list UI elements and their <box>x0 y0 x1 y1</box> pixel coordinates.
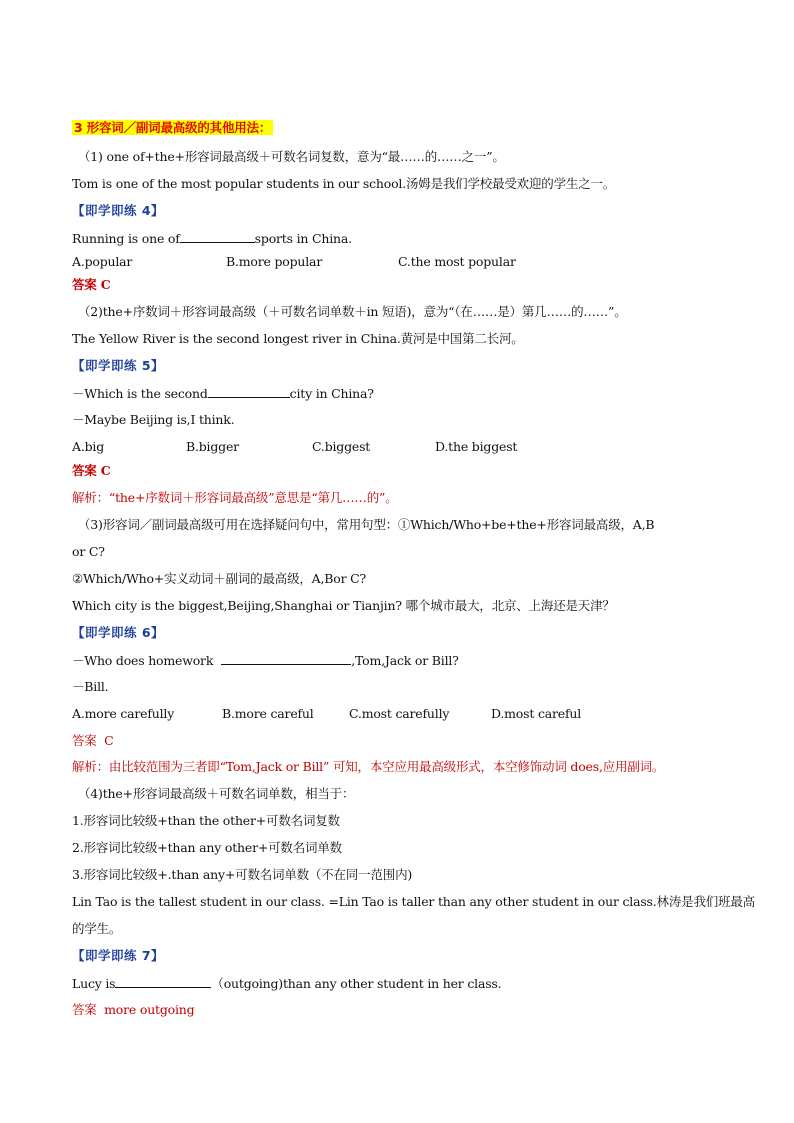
rule-4-item-3: 3.形容词比较级+.than any+可数名词单数（不在同一范围内) <box>72 867 413 882</box>
option-c[interactable]: C.biggest <box>312 439 371 454</box>
answer-blank[interactable] <box>180 229 255 243</box>
rule-3-line-3: ②Which/Who+实义动词＋副词的最高级，A,Bor C? <box>72 571 366 586</box>
section-heading: 3 形容词／副词最高级的其他用法： <box>74 120 272 135</box>
option-d[interactable]: D.the biggest <box>435 439 518 454</box>
rule-2: （2)the+序数词＋形容词最高级（＋可数名词单数＋in 短语)，意为“（在……是）第几……的……”。 <box>78 304 627 319</box>
option-c[interactable]: C.most carefully <box>349 706 450 721</box>
drill-6-analysis: 解析：由比较范围为三者即“Tom,Jack or Bill” 可知，本空应用最高级形式，本空修饰动词 does,应用副词。 <box>72 759 665 774</box>
option-a[interactable]: A.popular <box>72 254 133 269</box>
answer-blank[interactable] <box>221 651 351 665</box>
drill-7-question: Lucy is （outgoing)than any other student in her class. <box>72 976 502 991</box>
drill-4-title: 【即学即练 4】 <box>72 203 165 218</box>
drill-6-options <box>72 705 732 723</box>
drill-7-answer: 答案 more outgoing <box>72 1002 195 1017</box>
drill-5-answer: 答案 C <box>72 463 111 478</box>
example-3: Which city is the biggest,Beijing,Shanghai or Tianjin? 哪个城市最大，北京、上海还是天津？ <box>72 598 615 613</box>
rule-3-line-2: or C? <box>72 544 105 559</box>
option-c[interactable]: C.the most popular <box>398 254 516 269</box>
drill-6-question-1: －Who does homework ,Tom,Jack or Bill? <box>72 653 459 668</box>
option-b[interactable]: B.more careful <box>222 706 314 721</box>
example-4-line-2: 的学生。 <box>72 921 122 936</box>
option-b[interactable]: B.more popular <box>226 254 323 269</box>
drill-6-answer: 答案 C <box>72 733 114 748</box>
example-1: Tom is one of the most popular students in our school.汤姆是我们学校最受欢迎的学生之一。 <box>72 176 616 191</box>
rule-4-item-2: 2.形容词比较级+than any other+可数名词单数 <box>72 840 342 855</box>
example-4-line-1: Lin Tao is the tallest student in our class. =Lin Tao is taller than any other student in our class.林涛是我们班最高 <box>72 894 755 909</box>
drill-6-question-2: －Bill. <box>72 679 109 694</box>
option-d[interactable]: D.most careful <box>491 706 582 721</box>
option-b[interactable]: B.bigger <box>186 439 239 454</box>
drill-7-title: 【即学即练 7】 <box>72 948 165 963</box>
drill-5-analysis: 解析：“the+序数词＋形容词最高级”意思是“第几……的”。 <box>72 490 398 505</box>
drill-4-options <box>72 253 732 271</box>
answer-blank[interactable] <box>115 974 211 988</box>
example-2: The Yellow River is the second longest river in China.黄河是中国第二长河。 <box>72 331 524 346</box>
option-a[interactable]: A.more carefully <box>72 706 175 721</box>
rule-3-line-1: （3)形容词／副词最高级可用在选择疑问句中，常用句型：①Which/Who+be+the+形容词最高级，A,B <box>78 517 655 532</box>
option-a[interactable]: A.big <box>72 439 105 454</box>
drill-5-title: 【即学即练 5】 <box>72 358 165 373</box>
drill-4-answer: 答案 C <box>72 277 111 292</box>
drill-6-title: 【即学即练 6】 <box>72 625 165 640</box>
rule-1: （1) one of+the+形容词最高级＋可数名词复数，意为“最……的……之一”。 <box>78 149 505 164</box>
drill-5-question-2: －Maybe Beijing is,I think. <box>72 412 235 427</box>
drill-5-question-1: －Which is the second city in China? <box>72 386 374 401</box>
drill-4-question: Running is one of sports in China. <box>72 231 352 246</box>
drill-5-options <box>72 438 732 456</box>
rule-4-item-1: 1.形容词比较级+than the other+可数名词复数 <box>72 813 340 828</box>
answer-blank[interactable] <box>208 384 290 398</box>
rule-4: （4)the+形容词最高级＋可数名词单数，相当于： <box>78 786 355 801</box>
